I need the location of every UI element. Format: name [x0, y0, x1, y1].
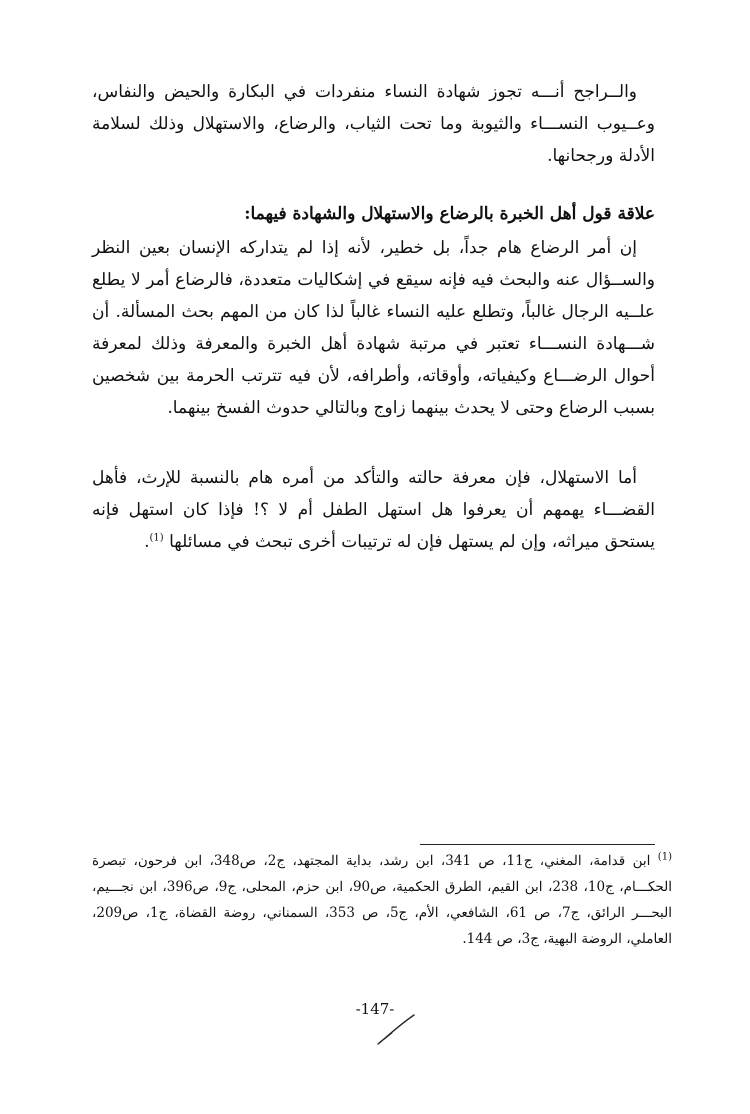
footnote-separator: [420, 844, 655, 845]
footnote-marker: (1): [657, 851, 672, 863]
paragraph-3-end: .: [144, 532, 150, 552]
paragraph-2-text: إن أمر الرضاع هام جداً، بل خطير، لأنه إذا لم يتداركه الإنسان بعين النظر والســؤال عنه والبحث فيه فإنه سيقع في إشكاليات متعددة، فالرضاع أمر لا يطلع علــيه الرجال غالباً، وتطلع عليه النساء غالباً لذا كان من المهم بحث المسألة. أن شـــهادة النســـاء تعتبر في مرتبة شهادة أهل الخبرة والمعرفة وذلك لمعرفة أحوال الرضـــاع وكيفياته، وأوقاته، وأطرافه، لأن فيه تترتب الحرمة بين شخصين بسبب الرضاع وحتى لا يحدث بينهما زاوج وبالتالي حدوث الفسخ بينهما.: [92, 238, 655, 418]
pen-stroke-icon: [376, 1012, 416, 1046]
footnote-text: ابن قدامة، المغني، ج11، ص 341، ابن رشد، بداية المجتهد، ج2، ص348، ابن فرحون، تبصرة الحكـــام، ج10، 238، ابن القيم، الطرق الحكمية، ص90، ابن حزم، المحلى، ج9، ص396، ابن نجـــيم، البحـــر الرائق، ج7، ص 61، الشافعي، الأم، ج5، ص 353، السمناني، روضة القضاة، ج1، ص209، العاملي، الروضة البهية، ج3، ص 144.: [92, 853, 672, 947]
footnote: [92, 848, 672, 952]
section-heading: علاقة قول أهل الخبرة بالرضاع والاستهلال والشهادة فيهما:: [244, 204, 655, 224]
paragraph-istihlal: [92, 462, 655, 558]
paragraph-3-text: أما الاستهلال، فإن معرفة حالته والتأكد من أمره هام بالنسبة للإرث، فأهل القضـــاء يهمهم أن يعرفوا هل استهل الطفل أم لا ؟! فإذا كان استهل فإنه يستحق ميراثه، وإن لم يستهل فإن له ترتيبات أخرى تبحث في مسائلها: [92, 468, 655, 552]
page-number: -147-: [355, 1000, 395, 1018]
footnote-reference: (1): [149, 532, 164, 544]
paragraph-preponderant-opinion: [92, 76, 655, 172]
paragraph-breastfeeding: [92, 232, 655, 424]
paragraph-1-text: والــراجح أنـــه تجوز شهادة النساء منفردات في البكارة والحيض والنفاس، وعــيوب النســـاء والثيوبة وما تحت الثياب، والرضاع، والاستهلال وذلك لسلامة الأدلة ورجحانها.: [92, 82, 655, 166]
paragraph-3: [92, 462, 655, 558]
footnote-paragraph: [92, 848, 672, 952]
